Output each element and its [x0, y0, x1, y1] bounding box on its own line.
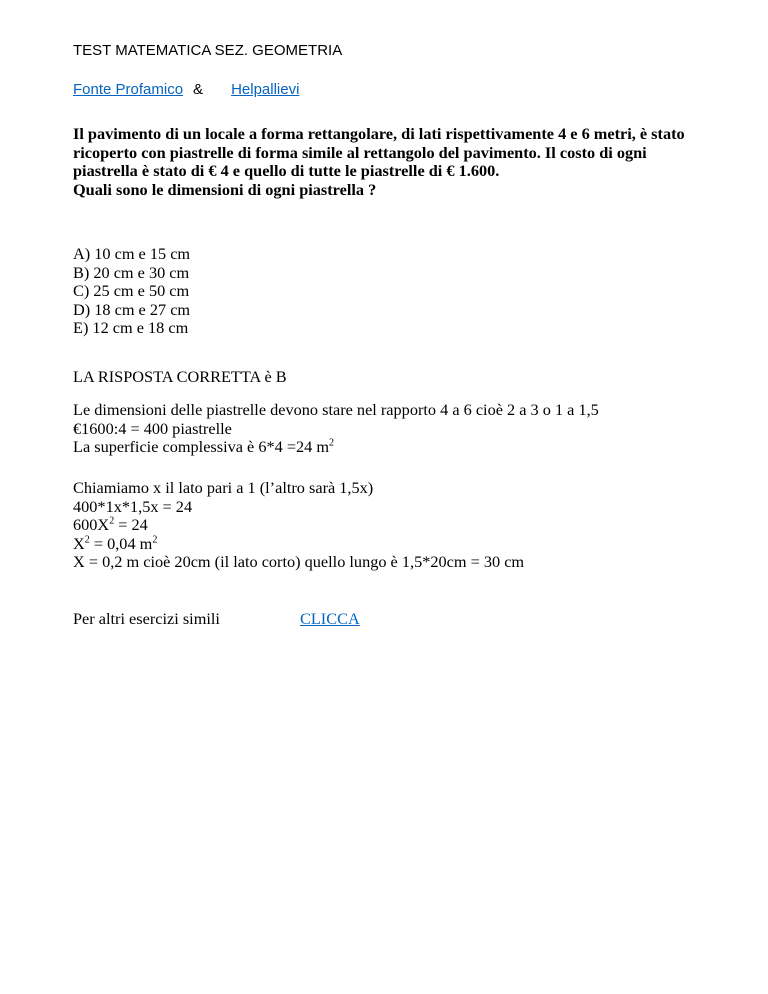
step-1: Chiamiamo x il lato pari a 1 (l’altro sarà 1,5x) — [73, 478, 374, 497]
step-3: $600X^2 = 24$ — [73, 515, 148, 535]
answer-b: B) 20 cm e 30 cm — [73, 262, 190, 282]
explanation-line-3: La superficie complessiva è 6*4 =24 $m^2$ — [73, 437, 335, 457]
step-2: 400*1x*1,5x = 24 — [73, 496, 193, 516]
answer-e: E) 12 cm e 18 cm — [73, 318, 189, 338]
solution-steps — [73, 479, 524, 572]
correct-answer: LA RISPOSTA CORRETTA è B — [73, 367, 287, 386]
footer-text: Per altri esercizi simili — [73, 609, 220, 628]
answer-d: D) 18 cm e 27 cm — [73, 299, 191, 319]
step-4: $X^2 = 0,04$ $m^2$ — [73, 533, 158, 553]
clicca-link[interactable]: CLICCA — [300, 609, 360, 628]
question-ask: Quali sono le dimensioni di ogni piastrella ? — [73, 179, 377, 199]
link-helpallievi[interactable]: Helpallievi — [231, 81, 300, 98]
explanation-line-2: €1600:4 = 400 piastrelle — [73, 418, 232, 438]
answer-a: A) 10 cm e 15 cm — [73, 244, 191, 263]
step-5: X = 0,2 m cioè 20cm (il lato corto) quello lungo è 1,5*20cm = 30 cm — [73, 552, 525, 572]
answer-c: C) 25 cm e 50 cm — [73, 281, 190, 301]
answer-list — [73, 245, 190, 338]
source-links — [73, 81, 299, 98]
link-profamico[interactable]: Fonte Profamico — [73, 81, 184, 98]
question-text: Il pavimento di un locale a forma rettangolare, di lati rispettivamente 4 e 6 metri, è stato ricoperto con piastrelle di forma simile al rettangolo del pavimento. Il costo di ogni piastrella è stato di € 4 e quello di tutte le piastrelle di € 1.600. — [73, 124, 685, 181]
footer — [73, 609, 360, 629]
ampersand: & — [193, 81, 204, 98]
question — [73, 125, 713, 199]
explanation-line-1: Le dimensioni delle piastrelle devono stare nel rapporto 4 a 6 cioè 2 a 3 o 1 a 1,5 — [73, 400, 599, 419]
page-header: TEST MATEMATICA SEZ. GEOMETRIA — [73, 42, 343, 59]
explanation — [73, 401, 599, 457]
